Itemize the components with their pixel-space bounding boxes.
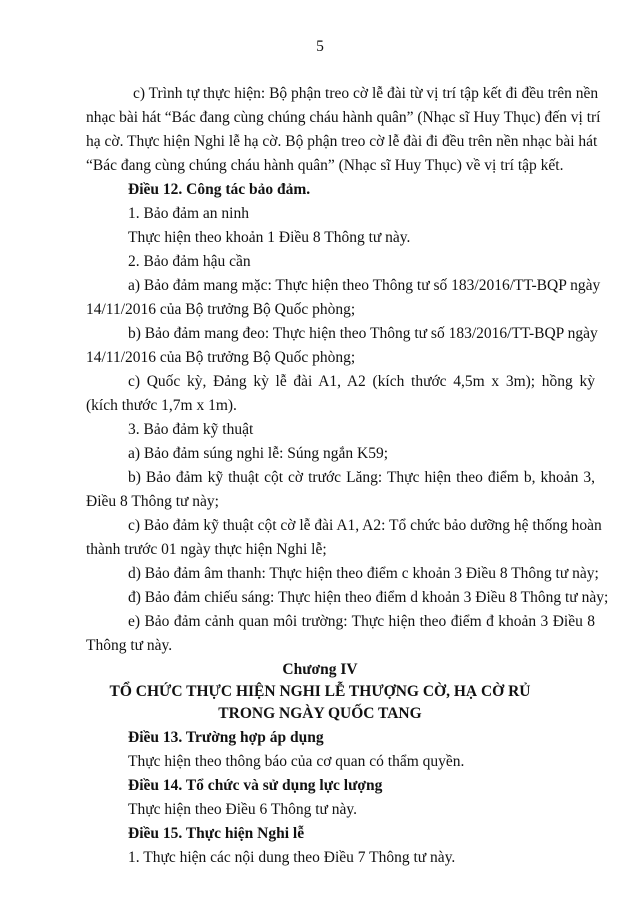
paragraph-line: d) Bảo đảm âm thanh: Thực hiện theo điểm c khoản 3 Điều 8 Thông tư này; <box>128 565 599 582</box>
chapter-title: TỔ CHỨC THỰC HIỆN NGHI LỄ THƯỢNG CỜ, HẠ CỜ RỦ <box>109 683 531 700</box>
paragraph-line: c) Trình tự thực hiện: Bộ phận treo cờ lễ đài từ vị trí tập kết đi đều trên nền <box>133 85 599 102</box>
paragraph-line: c) Bảo đảm kỹ thuật cột cờ lễ đài A1, A2: Tổ chức bảo dưỡng hệ thống hoàn <box>128 517 602 534</box>
page-number: 5 <box>316 38 324 55</box>
article-14-heading: Điều 14. Tổ chức và sử dụng lực lượng <box>128 777 383 794</box>
chapter-title: TRONG NGÀY QUỐC TANG <box>218 705 422 722</box>
paragraph-line: nhạc bài hát “Bác đang cùng chúng cháu hành quân” (Nhạc sĩ Huy Thục) đến vị trí <box>86 109 601 126</box>
paragraph-line: b) Bảo đảm kỹ thuật cột cờ trước Lăng: Thực hiện theo điểm b, khoản 3, <box>128 469 595 486</box>
paragraph-line: Thông tư này. <box>86 637 173 654</box>
chapter-label: Chương IV <box>282 661 358 678</box>
section-heading: 3. Bảo đảm kỹ thuật <box>128 421 254 438</box>
paragraph-line: 14/11/2016 của Bộ trưởng Bộ Quốc phòng; <box>86 349 356 366</box>
paragraph-line: Thực hiện theo thông báo của cơ quan có thẩm quyền. <box>128 753 465 770</box>
paragraph-line: thành trước 01 ngày thực hiện Nghi lễ; <box>86 541 327 558</box>
paragraph-line: b) Bảo đảm mang đeo: Thực hiện theo Thông tư số 183/2016/TT-BQP ngày <box>128 325 598 342</box>
paragraph-line: (kích thước 1,7m x 1m). <box>86 397 237 414</box>
paragraph-line: e) Bảo đảm cảnh quan môi trường: Thực hiện theo điểm đ khoản 3 Điều 8 <box>128 613 595 630</box>
section-heading: 1. Bảo đảm an ninh <box>128 205 249 222</box>
paragraph-line: Điều 8 Thông tư này; <box>86 493 219 510</box>
article-12-heading: Điều 12. Công tác bảo đảm. <box>128 181 311 198</box>
paragraph-line: a) Bảo đảm súng nghi lễ: Súng ngắn K59; <box>128 445 389 462</box>
paragraph-line: a) Bảo đảm mang mặc: Thực hiện theo Thông tư số 183/2016/TT-BQP ngày <box>128 277 601 294</box>
paragraph-line: Thực hiện theo khoản 1 Điều 8 Thông tư này. <box>128 229 411 246</box>
paragraph-line: hạ cờ. Thực hiện Nghi lễ hạ cờ. Bộ phận treo cờ lễ đài đi đều trên nền nhạc bài hát <box>86 133 598 150</box>
paragraph-line: đ) Bảo đảm chiếu sáng: Thực hiện theo điểm d khoản 3 Điều 8 Thông tư này; <box>128 589 609 606</box>
section-heading: 2. Bảo đảm hậu cần <box>128 253 251 270</box>
paragraph-line: 14/11/2016 của Bộ trưởng Bộ Quốc phòng; <box>86 301 356 318</box>
article-13-heading: Điều 13. Trường hợp áp dụng <box>128 729 324 746</box>
article-15-heading: Điều 15. Thực hiện Nghi lễ <box>128 825 305 842</box>
paragraph-line: Thực hiện theo Điều 6 Thông tư này. <box>128 801 358 818</box>
paragraph-line: “Bác đang cùng chúng cháu hành quân” (Nhạc sĩ Huy Thục) về vị trí tập kết. <box>86 157 564 174</box>
paragraph-line: c) Quốc kỳ, Đảng kỳ lễ đài A1, A2 (kích thước 4,5m x 3m); hồng kỳ <box>128 373 595 390</box>
paragraph-line: 1. Thực hiện các nội dung theo Điều 7 Thông tư này. <box>128 849 456 866</box>
